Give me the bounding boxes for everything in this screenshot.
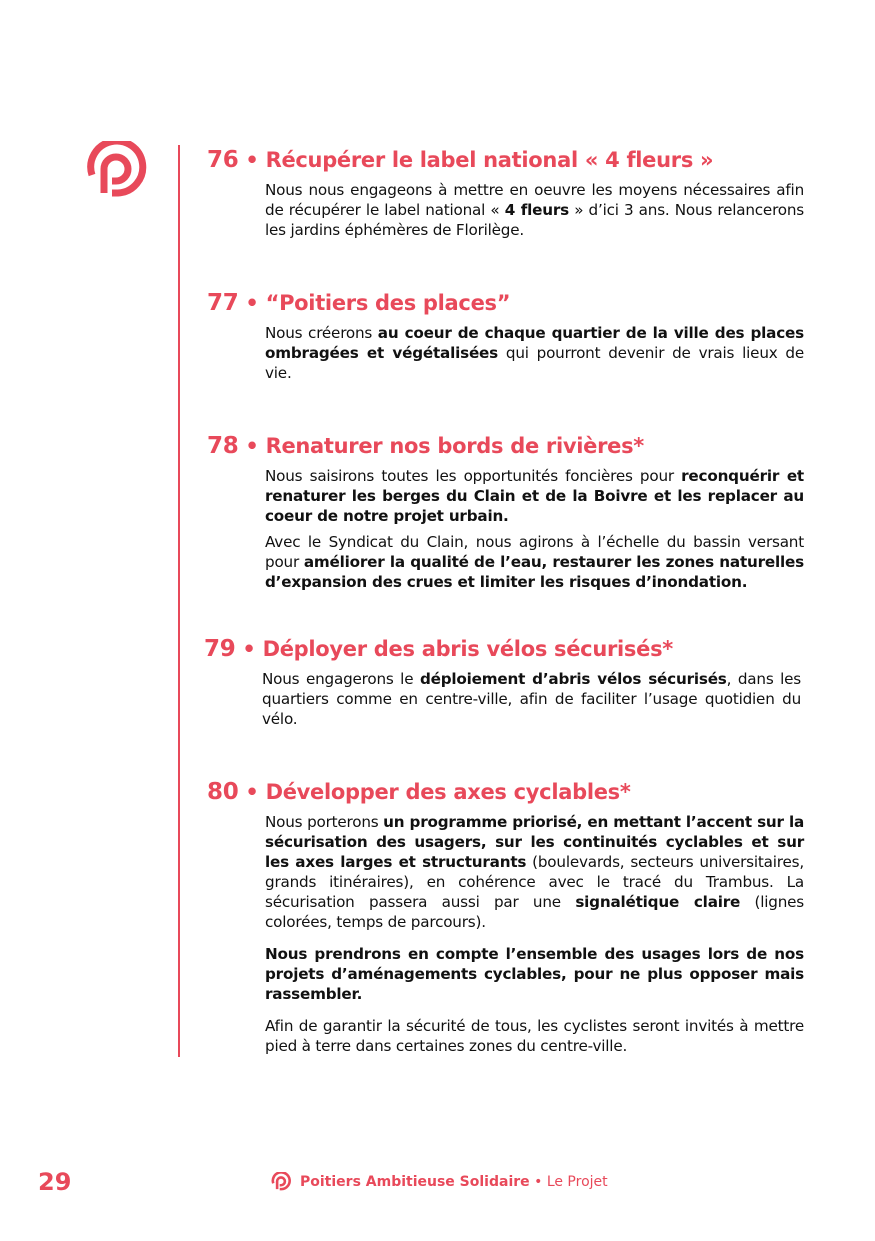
bold-text: déploiement d’abris vélos sécurisés [419,670,727,688]
page-number: 29 [38,1168,72,1196]
text: Afin de garantir la sécurité de tous, les cyclistes seront invités à mettre pied à terre dans certaines zones du centre-ville. [265,1017,804,1055]
margin-rule [178,145,180,1057]
section-body [265,180,804,240]
text: Nous nous engageons à mettre en oeuvre les moyens nécessaires afin de récupérer le label national « [265,181,804,219]
section-heading [207,432,807,460]
text: Nous engagerons le [262,670,420,688]
section-number: 76 [207,147,239,173]
paragraph [265,812,804,932]
section-title: Renaturer nos bords de rivières* [265,434,644,458]
bold-text: signalétique claire [575,893,741,911]
bold-text: Nous prendrons en compte l’ensemble des usages lors de nos projets d’aménagements cyclables, pour ne plus opposer mais rassembler. [265,945,804,1003]
text: (lignes colorées, temps de parcours). [265,893,805,931]
text: , dans les quartiers comme en centre-ville, afin de faciliter l’usage quotidien du vélo. [262,670,801,728]
bullet-separator: • [238,434,266,458]
paragraph [262,669,801,729]
section-heading [207,778,807,806]
section-body [265,466,804,592]
text: Avec le Syndicat du Clain, nous agirons à l’échelle du bassin versant pour [265,533,804,571]
bold-text: reconquérir et renaturer les berges du Clain et de la Boivre et les replacer au coeur de notre projet urbain. [265,467,804,525]
section-title: Déployer des abris vélos sécurisés* [262,637,673,661]
footer-section: Le Projet [546,1174,608,1190]
section-number: 79 [204,636,236,662]
section-number: 77 [207,290,239,316]
section-heading [204,635,804,663]
footer-brand: Poitiers Ambitieuse Solidaire [300,1174,530,1190]
text: (boulevards, secteurs universitaires, grands itinéraires), en cohérence avec le tracé du Trambus. La sécurisation passera aussi par une [265,853,804,911]
footer [270,1172,608,1192]
section-78 [207,432,807,592]
section-title: “Poitiers des places” [265,291,511,315]
section-body [265,323,804,383]
bold-text: un programme priorisé, en mettant l’accent sur la sécurisation des usagers, sur les continuités cyclables et sur les axes larges et structurants [265,813,805,871]
bullet-separator: • [238,148,266,172]
bullet-separator: • [235,637,263,661]
bold-text: au coeur de chaque quartier de la ville des places ombragées et végétalisées [265,324,804,362]
bold-text: 4 fleurs [504,201,570,219]
section-body [262,669,801,729]
section-body [265,812,804,1056]
footer-separator: • [529,1174,547,1190]
section-heading [207,289,807,317]
text: Nous créerons [265,324,378,342]
section-heading [207,146,807,174]
text: qui pourront devenir de vrais lieux de vie. [265,344,804,382]
text: » d’ici 3 ans. Nous relancerons les jardins éphémères de Florilège. [265,201,805,239]
text: Nous saisirons toutes les opportunités foncières pour [265,467,682,485]
section-number: 80 [207,779,239,805]
section-77 [207,289,807,383]
paragraph [265,532,804,592]
section-76 [207,146,807,240]
logo-icon [82,141,150,201]
section-79 [204,635,804,729]
bold-text: améliorer la qualité de l’eau, restaurer les zones naturelles d’expansion des crues et limiter les risques d’inondation. [265,553,804,591]
bullet-separator: • [238,291,266,315]
footer-logo-icon [270,1172,292,1192]
paragraph [265,180,804,240]
section-title: Récupérer le label national « 4 fleurs » [265,148,714,172]
paragraph [265,323,804,383]
text: Nous porterons [265,813,384,831]
section-title: Développer des axes cyclables* [265,780,631,804]
section-number: 78 [207,433,239,459]
paragraph [265,944,804,1004]
paragraph [265,1016,804,1056]
paragraph [265,466,804,526]
section-80 [207,778,807,1056]
bullet-separator: • [238,780,266,804]
